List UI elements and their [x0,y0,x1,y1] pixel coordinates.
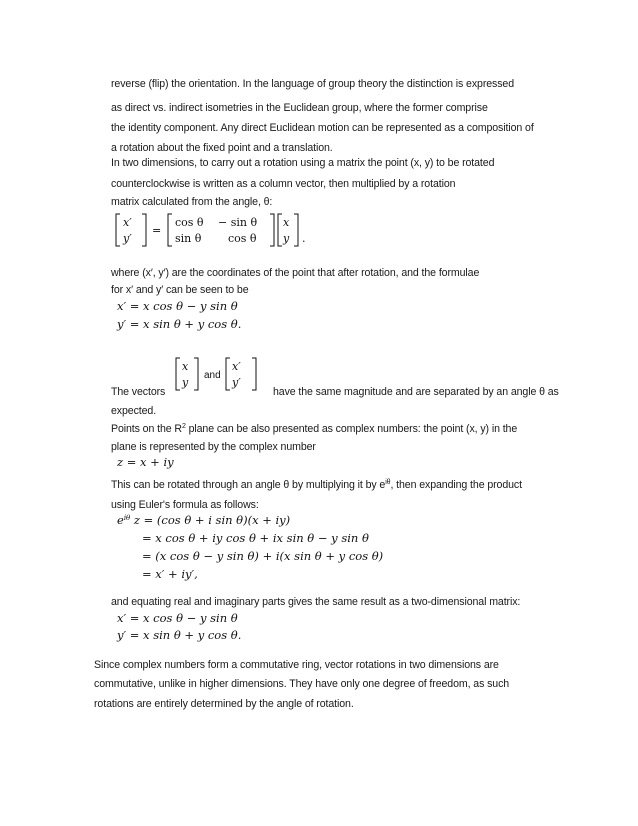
euler-line: = (x cos θ − y sin θ) + i(x sin θ + y cos θ) [142,549,384,563]
lhs-x: x′ [123,216,132,229]
lhs-y: y′ [123,232,132,245]
equation-line: y′ = x sin θ + y cos θ. [117,317,242,331]
text-line: where (x′, y′) are the coordinates of the point that after rotation, and the formulae [111,267,480,279]
text-line: rotations are entirely determined by the angle of rotation. [94,698,354,710]
vec2-y: y′ [232,376,241,389]
text-line: and equating real and imaginary parts gives the same result as a two-dimensional matrix: [111,596,521,608]
text-line: counterclockwise is written as a column vector, then multiplied by a rotation [111,178,456,190]
euler-line: = x′ + iy′, [142,567,198,581]
text-line: This can be rotated through an angle θ by multiplying it by $e^{i\theta}$, then expanding the product [111,479,522,491]
matrix-cell: − sin θ [218,216,258,229]
text-line: Points on the $R^2$ plane can be also presented as complex numbers: the point (x, y) in the [111,423,518,435]
equation-line: y′ = x sin θ + y cos θ. [117,628,242,642]
text-line: have the same magnitude and are separated by an angle θ as [273,386,559,398]
text-line: In two dimensions, to carry out a rotation using a matrix the point (x, y) to be rotated [111,157,495,169]
text-line: for x′ and y′ can be seen to be [111,284,249,296]
text-line: commutative, unlike in higher dimensions. They have only one degree of freedom, as such [94,678,510,690]
vectors-figure [174,356,260,392]
text-line: as direct vs. indirect isometries in the Euclidean group, where the former comprise [111,102,488,114]
vec1-x: x [182,360,189,373]
euler-line: $e^{i\theta}$ z = (cos θ + i sin θ)(x + iy) [117,513,291,527]
svg-text:=: = [152,224,162,237]
and-word: and [204,370,221,381]
text-line: matrix calculated from the angle, θ: [111,196,273,208]
equation-line: x′ = x cos θ − y sin θ [117,611,238,625]
matrix-cell: sin θ [175,232,202,245]
text-line: using Euler's formula as follows: [111,499,259,511]
text-line: a rotation about the fixed point and a translation. [111,142,333,154]
text-line: plane is represented by the complex number [111,441,316,453]
vec1-y: y [182,376,189,389]
equation-period: . [302,232,306,245]
text-line: Since complex numbers form a commutative ring, vector rotations in two dimensions are [94,659,499,671]
text-line: The vectors [111,386,166,398]
text-line: reverse (flip) the orientation. In the language of group theory the distinction is expressed [111,78,515,90]
equation-z: z = x + iy [117,455,174,469]
rhs-y: y [283,232,290,245]
rotation-matrix-equation [114,212,314,248]
text-line: expected. [111,405,157,417]
matrix-cell: cos θ [175,216,204,229]
matrix-cell: cos θ [228,232,257,245]
equation-line: x′ = x cos θ − y sin θ [117,299,238,313]
euler-line: = x cos θ + iy cos θ + ix sin θ − y sin θ [142,531,369,545]
vec2-x: x′ [232,360,241,373]
text-line: the identity component. Any direct Euclidean motion can be represented as a composition of [111,122,534,134]
rhs-x: x [283,216,290,229]
